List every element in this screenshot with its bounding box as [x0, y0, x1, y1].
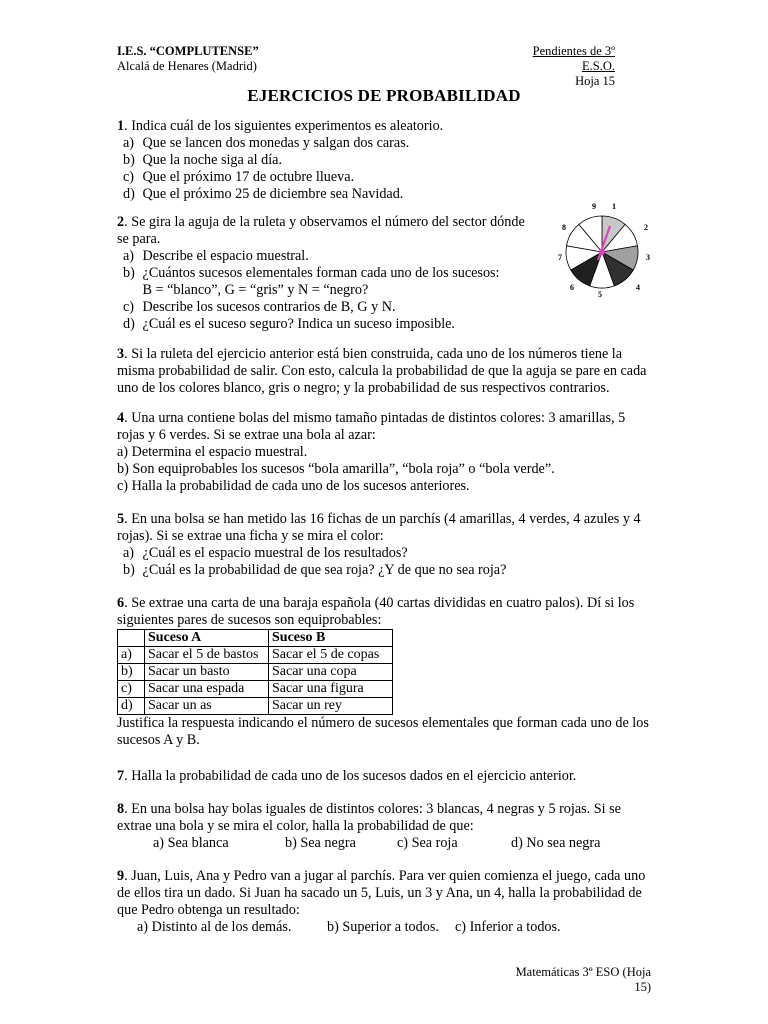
option-item: c) Inferior a todos. — [455, 919, 561, 935]
exercise-items — [117, 248, 537, 333]
school-name: I.E.S. “COMPLUTENSE” — [117, 44, 259, 58]
exercise-text: . Se extrae una carta de una baraja española (40 cartas divididas en cuatro palos). Dí si los siguientes pares de sucesos son equiprobables: — [117, 595, 635, 628]
list-item: b) ¿Cuántos sucesos elementales forman cada uno de los sucesos: — [123, 265, 500, 281]
exercise-5 — [117, 511, 652, 579]
exercise-6 — [117, 595, 652, 749]
header-right — [505, 44, 615, 89]
exercise-text: . Una urna contiene bolas del mismo tamaño pintadas de distintos colores: 3 amarillas, 5 rojas y 6 verdes. Si se extrae una bola al azar: — [117, 410, 626, 443]
option-item: a) Distinto al de los demás. — [137, 919, 292, 935]
exercise-after-text: Justifica la respuesta indicando el número de sucesos elementales que forman cada uno de los sucesos A y B. — [117, 715, 649, 748]
wheel-label: 6 — [570, 283, 574, 292]
exercise-number: 8 — [117, 801, 125, 817]
events-table — [117, 629, 393, 715]
table-header-row — [118, 630, 393, 647]
option-item: b) Superior a todos. — [327, 919, 439, 935]
exercise-8 — [117, 801, 652, 852]
option-item: b) Sea negra — [285, 835, 356, 851]
exercise-text: . Se gira la aguja de la ruleta y observamos el número del sector dónde se para. — [117, 214, 525, 247]
exercise-9 — [117, 868, 652, 936]
list-item: a) Describe el espacio muestral. — [123, 248, 309, 264]
table-header-cell: Suceso A — [145, 630, 269, 647]
exercise-1 — [117, 118, 652, 203]
table-cell: Sacar una espada — [145, 681, 269, 698]
table-header-cell — [118, 630, 145, 647]
option-item: c) Sea roja — [397, 835, 458, 851]
needle-hub-icon — [599, 249, 605, 255]
table-cell: b) — [118, 664, 145, 681]
list-item: b) Que la noche siga al día. — [123, 152, 283, 168]
exercise-number: 1 — [117, 118, 125, 134]
wheel-label: 1 — [612, 202, 616, 211]
wheel-label: 7 — [558, 253, 562, 262]
exercise-text: . En una bolsa se han metido las 16 fichas de un parchís (4 amarillas, 4 verdes, 4 azules y 4 rojas). Si se extrae una ficha y se mira el color: — [117, 511, 641, 544]
wheel-label: 9 — [592, 202, 596, 211]
list-item: B = “blanco”, G = “gris” y N = “negro? — [142, 282, 369, 298]
exercise-items — [117, 545, 652, 579]
option-item: a) Sea blanca — [153, 835, 229, 851]
table-cell: c) — [118, 681, 145, 698]
exercise-2 — [117, 214, 537, 333]
table-cell: Sacar el 5 de bastos — [145, 647, 269, 664]
wheel-label: 2 — [644, 223, 648, 232]
exercise-text: . En una bolsa hay bolas iguales de distintos colores: 3 blancas, 4 negras y 5 rojas. Si se extrae una bola y se mira el color, halla la probabilidad de que: — [117, 801, 621, 834]
exercise-number: 6 — [117, 595, 125, 611]
exercise-items — [117, 135, 652, 203]
school-location: Alcalá de Henares (Madrid) — [117, 59, 257, 73]
exercise-text: . Juan, Luis, Ana y Pedro van a jugar al parchís. Para ver quien comienza el juego, cada uno de ellos tira un dado. Si Juan ha sacado un 5, Luis, un 3 y Ana, un 4, halla la probabilidad de que Pedro obtenga un resultado: — [117, 868, 646, 918]
table-header-cell: Suceso B — [269, 630, 393, 647]
exercise-number: 3 — [117, 346, 125, 362]
table-row — [118, 664, 393, 681]
sheet-label: Hoja 15 — [575, 74, 615, 88]
list-item: d) ¿Cuál es el suceso seguro? Indica un suceso imposible. — [123, 316, 455, 332]
table-cell: a) — [118, 647, 145, 664]
table-cell: Sacar un basto — [145, 664, 269, 681]
table-cell: Sacar una copa — [269, 664, 393, 681]
list-item: a) Determina el espacio muestral. — [117, 444, 308, 460]
options-row — [117, 919, 652, 936]
table-cell: Sacar el 5 de copas — [269, 647, 393, 664]
wheel-label: 8 — [562, 223, 566, 232]
table-cell: Sacar un rey — [269, 698, 393, 715]
page-title: EJERCICIOS DE PROBABILIDAD — [247, 86, 521, 105]
table-row — [118, 681, 393, 698]
exercise-text: . Indica cuál de los siguientes experimentos es aleatorio. — [124, 118, 444, 134]
exercise-number: 9 — [117, 868, 125, 884]
exercise-4 — [117, 410, 652, 495]
exercise-text: . Halla la probabilidad de cada uno de los sucesos dados en el ejercicio anterior. — [124, 768, 577, 784]
exercise-number: 7 — [117, 768, 125, 784]
list-item: c) Describe los sucesos contrarios de B, G y N. — [123, 299, 396, 315]
wheel-label: 3 — [646, 253, 650, 262]
option-item: d) No sea negra — [511, 835, 601, 851]
wheel-label: 5 — [598, 290, 602, 299]
list-item: b) Son equiprobables los sucesos “bola amarilla”, “bola roja” o “bola verde”. — [117, 461, 555, 477]
list-item: a) ¿Cuál es el espacio muestral de los resultados? — [123, 545, 408, 561]
exercise-7 — [117, 768, 652, 785]
exercise-3 — [117, 346, 652, 397]
exercise-number: 4 — [117, 410, 125, 426]
wheel-label: 4 — [636, 283, 640, 292]
page-footer: Matemáticas 3º ESO (Hoja 15) — [515, 965, 651, 994]
list-item: c) Halla la probabilidad de cada uno de los sucesos anteriores. — [117, 478, 470, 494]
table-row — [118, 647, 393, 664]
exercise-number: 5 — [117, 511, 125, 527]
list-item: b) ¿Cuál es la probabilidad de que sea roja? ¿Y de que no sea roja? — [123, 562, 507, 578]
course-label: Pendientes de 3º E.S.O. — [532, 44, 615, 73]
header-left — [117, 44, 259, 74]
roulette-wheel — [556, 200, 652, 300]
exercise-text: . Si la ruleta del ejercicio anterior está bien construida, cada uno de los números tiene la misma probabilidad de salir. Con esto, calcula la probabilidad de que la aguja se pare en cada uno de los colores blanco, gris o negro; y la probabilidad de sus respectivos contrarios. — [117, 346, 647, 396]
table-cell: Sacar una figura — [269, 681, 393, 698]
table-cell: d) — [118, 698, 145, 715]
list-item: c) Que el próximo 17 de octubre llueva. — [123, 169, 355, 185]
exercise-items — [117, 444, 652, 495]
list-item: d) Que el próximo 25 de diciembre sea Navidad. — [123, 186, 404, 202]
exercise-number: 2 — [117, 214, 125, 230]
list-item: a) Que se lancen dos monedas y salgan dos caras. — [123, 135, 410, 151]
table-cell: Sacar un as — [145, 698, 269, 715]
table-row — [118, 698, 393, 715]
options-row — [117, 835, 652, 852]
